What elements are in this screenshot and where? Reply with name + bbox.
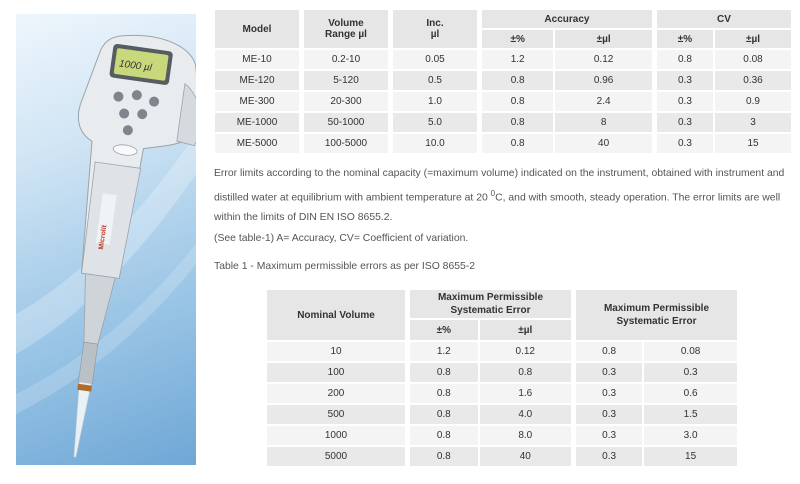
model-spec-table	[213, 8, 793, 155]
cell-accuracy-pct: 0.8	[482, 71, 553, 90]
cell-cv-ul: 0.9	[715, 92, 791, 111]
cell-error2-pct: 0.3	[576, 363, 642, 382]
cell-model: ME-120	[215, 71, 299, 90]
cell-model: ME-300	[215, 92, 299, 111]
cell-accuracy-ul: 0.12	[555, 50, 652, 69]
cell-error1-pct: 0.8	[410, 447, 478, 466]
cell-error2-ul: 0.6	[644, 384, 737, 403]
brand-label: Microlit	[98, 224, 109, 251]
cell-accuracy-pct: 0.8	[482, 92, 553, 111]
header-increment: Inc. µl	[393, 10, 477, 48]
cell-error1-pct: 0.8	[410, 405, 478, 424]
header-cv: CV	[657, 10, 791, 28]
cell-error1-ul: 8.0	[480, 426, 571, 445]
table-row	[267, 363, 737, 382]
table-row	[215, 92, 791, 111]
cell-error1-ul: 0.12	[480, 342, 571, 361]
cell-error2-pct: 0.3	[576, 426, 642, 445]
table-row	[215, 134, 791, 153]
cell-volume-range: 5-120	[304, 71, 388, 90]
header-acc-ul: ±µl	[555, 30, 652, 48]
cell-error1-pct: 0.8	[410, 426, 478, 445]
error-limits-paragraph: Error limits according to the nominal capacity (=maximum volume) indicated on the instrument, obtained with instrument and distilled water at equilibrium with ambient temperature at 20 $^0$C, and with smooth, steady operation. The error limits are well within the limits of DIN EN ISO 8655.2.	[214, 168, 785, 224]
cell-cv-pct: 0.3	[657, 71, 713, 90]
cell-cv-pct: 0.3	[657, 113, 713, 132]
cell-error2-pct: 0.3	[576, 384, 642, 403]
cell-cv-ul: 0.08	[715, 50, 791, 69]
cell-cv-pct: 0.8	[657, 50, 713, 69]
cell-volume-range: 100-5000	[304, 134, 388, 153]
table-row	[267, 342, 737, 361]
table-row	[215, 71, 791, 90]
cell-increment: 5.0	[393, 113, 477, 132]
header-cv-ul: ±µl	[715, 30, 791, 48]
cell-error2-pct: 0.3	[576, 447, 642, 466]
electronic-pipette-icon	[16, 14, 196, 465]
cell-increment: 0.05	[393, 50, 477, 69]
cell-accuracy-ul: 8	[555, 113, 652, 132]
table-legend-note: (See table-1) A= Accuracy, CV= Coefficient of variation.	[214, 233, 469, 244]
cell-nominal-volume: 5000	[267, 447, 405, 466]
table-row	[267, 384, 737, 403]
header-ul: ±µl	[480, 320, 571, 340]
table-row	[267, 405, 737, 424]
cell-accuracy-pct: 0.8	[482, 113, 553, 132]
header-systematic-error-1: Maximum Permissible Systematic Error	[410, 290, 571, 318]
header-pct: ±%	[410, 320, 478, 340]
cell-error1-pct: 1.2	[410, 342, 478, 361]
cell-accuracy-pct: 1.2	[482, 50, 553, 69]
cell-nominal-volume: 10	[267, 342, 405, 361]
cell-error2-pct: 0.8	[576, 342, 642, 361]
cell-accuracy-ul: 40	[555, 134, 652, 153]
cell-nominal-volume: 500	[267, 405, 405, 424]
cell-error1-pct: 0.8	[410, 384, 478, 403]
cell-error2-pct: 0.3	[576, 405, 642, 424]
cell-increment: 1.0	[393, 92, 477, 111]
permissible-error-table	[265, 288, 739, 468]
cell-increment: 10.0	[393, 134, 477, 153]
header-nominal-volume: Nominal Volume	[267, 290, 405, 340]
cell-accuracy-ul: 0.96	[555, 71, 652, 90]
table-row	[215, 50, 791, 69]
cell-error2-ul: 3.0	[644, 426, 737, 445]
cell-nominal-volume: 100	[267, 363, 405, 382]
header-systematic-error-2: Maximum Permissible Systematic Error	[576, 290, 737, 340]
cell-model: ME-10	[215, 50, 299, 69]
cell-volume-range: 50-1000	[304, 113, 388, 132]
header-volume-range: Volume Range µl	[304, 10, 388, 48]
cell-increment: 0.5	[393, 71, 477, 90]
table-row	[267, 426, 737, 445]
cell-volume-range: 20-300	[304, 92, 388, 111]
cell-cv-ul: 0.36	[715, 71, 791, 90]
cell-error1-pct: 0.8	[410, 363, 478, 382]
cell-error2-ul: 0.3	[644, 363, 737, 382]
cell-accuracy-ul: 2.4	[555, 92, 652, 111]
cell-cv-ul: 15	[715, 134, 791, 153]
cell-volume-range: 0.2-10	[304, 50, 388, 69]
cell-cv-pct: 0.3	[657, 134, 713, 153]
cell-error2-ul: 0.08	[644, 342, 737, 361]
header-accuracy: Accuracy	[482, 10, 652, 28]
table-row	[267, 447, 737, 466]
cell-nominal-volume: 200	[267, 384, 405, 403]
product-photo	[16, 14, 196, 465]
cell-error2-ul: 1.5	[644, 405, 737, 424]
header-model: Model	[215, 10, 299, 48]
cell-error1-ul: 4.0	[480, 405, 571, 424]
header-acc-pct: ±%	[482, 30, 553, 48]
cell-error2-ul: 15	[644, 447, 737, 466]
cell-model: ME-1000	[215, 113, 299, 132]
cell-error1-ul: 40	[480, 447, 571, 466]
cell-nominal-volume: 1000	[267, 426, 405, 445]
table-caption: Table 1 - Maximum permissible errors as per ISO 8655-2	[214, 261, 476, 272]
cell-model: ME-5000	[215, 134, 299, 153]
cell-accuracy-pct: 0.8	[482, 134, 553, 153]
cell-cv-pct: 0.3	[657, 92, 713, 111]
cell-error1-ul: 0.8	[480, 363, 571, 382]
table-row	[215, 113, 791, 132]
cell-error1-ul: 1.6	[480, 384, 571, 403]
header-cv-pct: ±%	[657, 30, 713, 48]
cell-cv-ul: 3	[715, 113, 791, 132]
display-readout: 1000 µl	[118, 58, 153, 74]
